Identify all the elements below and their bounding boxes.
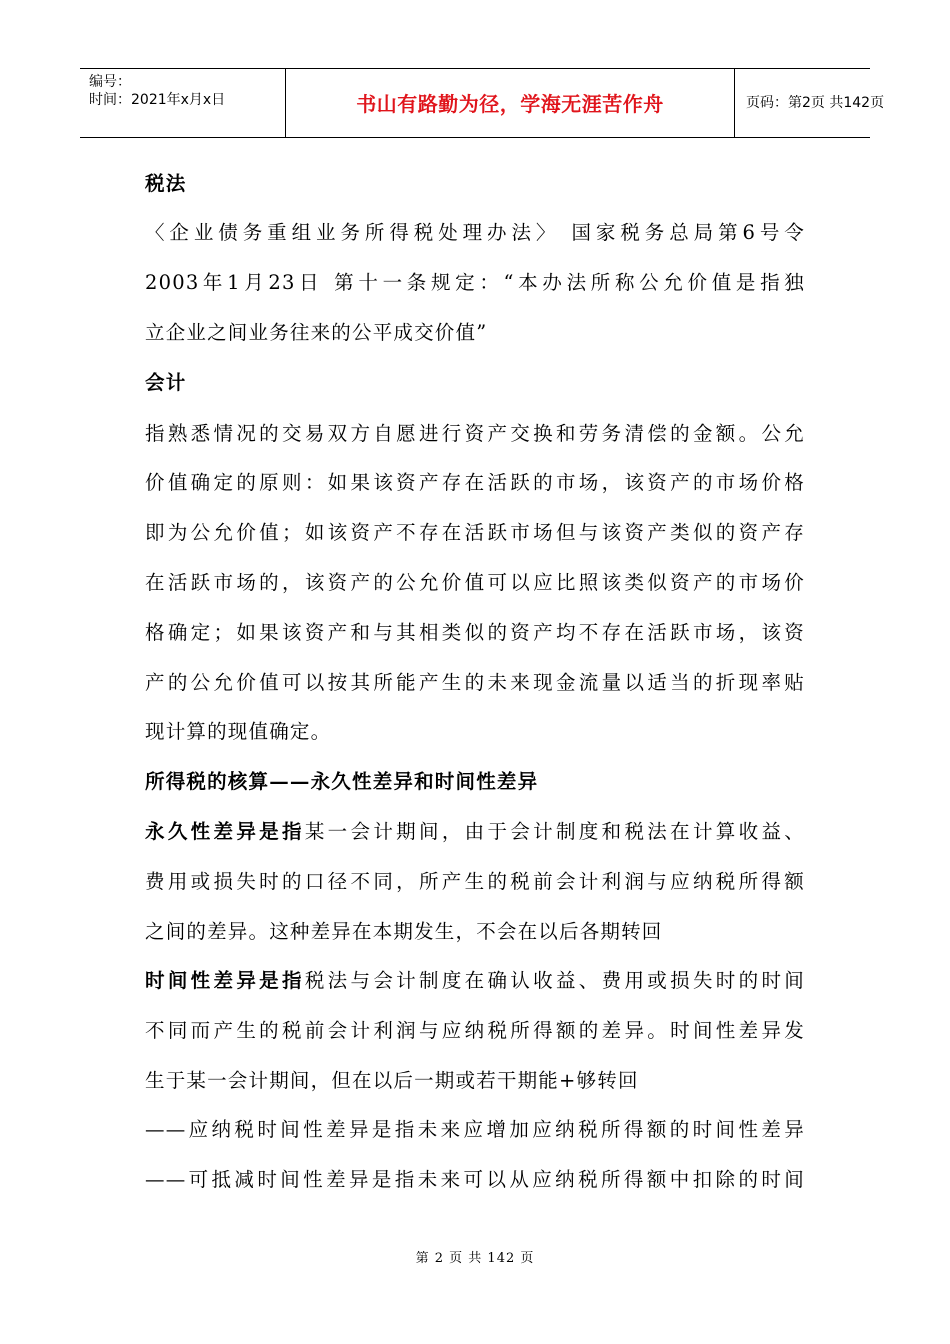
time-line-3: 生于某一会计期间，但在以后一期或若干期能+够转回 [145,1069,639,1092]
tax-line-3: 立企业之间业务往来的公平成交价值” [145,321,488,344]
doc-number-label: 编号： [89,74,131,90]
perm-term: 永久性差异是指 [145,820,305,843]
header-meta-cell [80,69,286,137]
heading-accounting: 会计 [145,371,187,394]
tax-line-1: 〈企业债务重组业务所得税处理办法〉 国家税务总局第6号令 [145,221,805,244]
acc-line-1: 指熟悉情况的交易双方自愿进行资产交换和劳务清偿的金额。公允 [145,422,805,445]
perm-line-1 [145,819,805,845]
acc-line-6: 产的公允价值可以按其所能产生的未来现金流量以适当的折现率贴 [145,671,805,694]
header-motto: 书山有路勤为径，学海无涯苦作舟 [356,92,664,116]
page-footer: 第 2 页 共 142 页 [415,1251,535,1266]
perm-line-2: 费用或损失时的口径不同，所产生的税前会计利润与应纳税所得额 [145,870,805,893]
header-motto-cell [286,69,735,137]
doc-date-label: 时间：2021年x月x日 [89,92,226,108]
tax-line-2: 2003年1月23日 第十一条规定：“本办法所称公允价值是指独 [145,271,805,294]
page-header [80,68,885,138]
perm-line-1-text: 某一会计期间，由于会计制度和税法在计算收益、 [304,820,805,843]
dash-line-2: ——可抵减时间性差异是指未来可以从应纳税所得额中扣除的时间 [145,1168,805,1191]
acc-line-2: 价值确定的原则：如果该资产存在活跃的市场，该资产的市场价格 [145,471,805,494]
dash-line-1: ——应纳税时间性差异是指未来应增加应纳税所得额的时间性差异 [145,1118,805,1141]
acc-line-4: 在活跃市场的，该资产的公允价值可以应比照该类似资产的市场价 [145,571,805,594]
heading-tax-law: 税法 [145,172,187,195]
acc-line-7: 现计算的现值确定。 [145,720,332,743]
header-page-info: 页码：第2页 共142页 [746,95,885,111]
heading-income-tax: 所得税的核算——永久性差异和时间性差异 [145,770,539,793]
time-line-1 [145,968,805,994]
perm-line-3: 之间的差异。这种差异在本期发生，不会在以后各期转回 [145,920,663,943]
time-line-1-text: 税法与会计制度在确认收益、费用或损失时的时间 [304,969,805,992]
header-page-cell [735,69,885,137]
acc-line-3: 即为公允价值；如该资产不存在活跃市场但与该资产类似的资产存 [145,521,805,544]
time-term: 时间性差异是指 [145,969,305,992]
time-line-2: 不同而产生的税前会计利润与应纳税所得额的差异。时间性差异发 [145,1019,805,1042]
acc-line-5: 格确定；如果该资产和与其相类似的资产均不存在活跃市场，该资 [145,621,805,644]
